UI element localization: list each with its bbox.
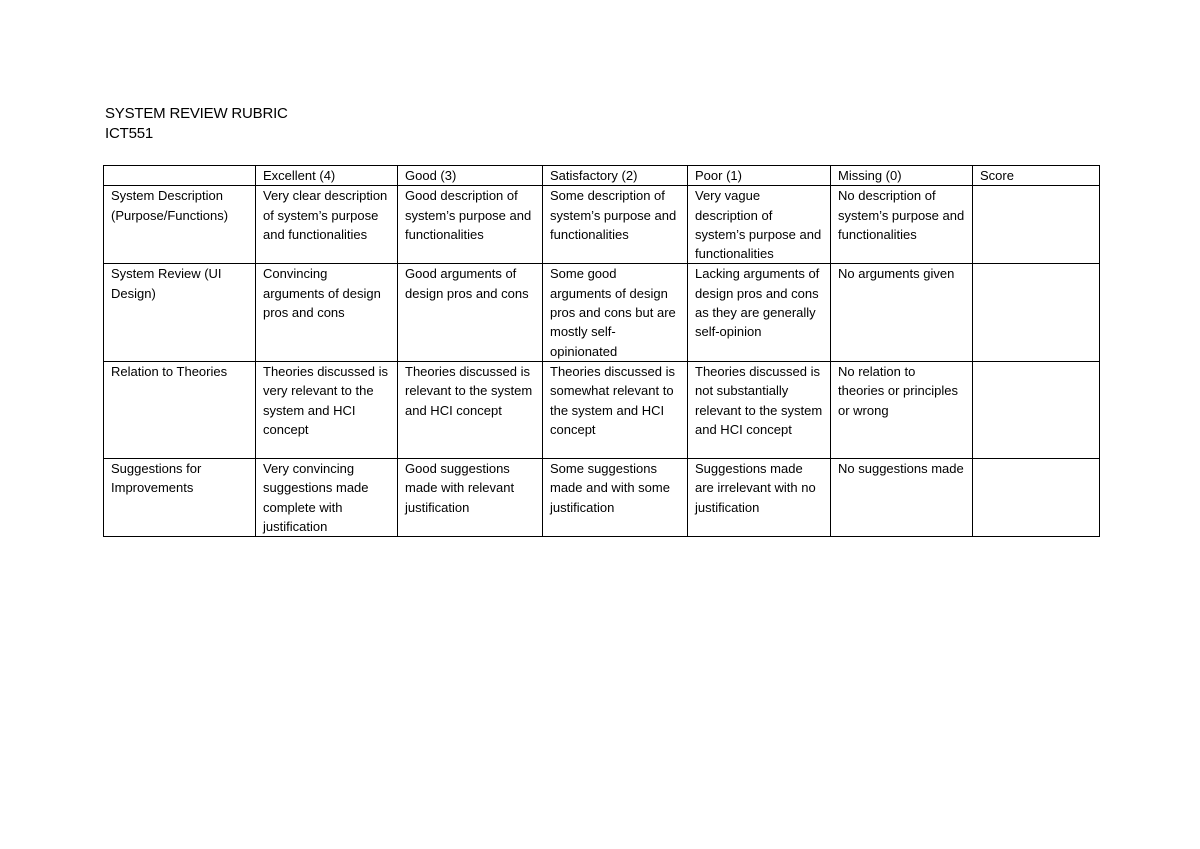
- good-cell: Good suggestions made with relevant justification: [398, 458, 543, 536]
- criterion-cell: System Review (UI Design): [104, 264, 256, 361]
- header-satisfactory: Satisfactory (2): [543, 166, 688, 186]
- header-missing: Missing (0): [831, 166, 973, 186]
- table-row: [104, 361, 1100, 458]
- header-good: Good (3): [398, 166, 543, 186]
- poor-cell: Suggestions made are irrelevant with no justification: [688, 458, 831, 536]
- poor-cell: Very vague description of system’s purpose and functionalities: [688, 186, 831, 264]
- header-criterion: [104, 166, 256, 186]
- criterion-cell: Suggestions for Improvements: [104, 458, 256, 536]
- criterion-cell: Relation to Theories: [104, 361, 256, 458]
- table-row: [104, 458, 1100, 536]
- excellent-cell: Theories discussed is very relevant to the system and HCI concept: [256, 361, 398, 458]
- criterion-cell: System Description (Purpose/Functions): [104, 186, 256, 264]
- satisfactory-cell: Some good arguments of design pros and cons but are mostly self-opinionated: [543, 264, 688, 361]
- satisfactory-cell: Theories discussed is somewhat relevant to the system and HCI concept: [543, 361, 688, 458]
- good-cell: Good description of system’s purpose and functionalities: [398, 186, 543, 264]
- good-cell: Theories discussed is relevant to the system and HCI concept: [398, 361, 543, 458]
- missing-cell: No relation to theories or principles or wrong: [831, 361, 973, 458]
- missing-cell: No arguments given: [831, 264, 973, 361]
- header-poor: Poor (1): [688, 166, 831, 186]
- excellent-cell: Very clear description of system’s purpose and functionalities: [256, 186, 398, 264]
- score-cell[interactable]: [973, 361, 1100, 458]
- poor-cell: Lacking arguments of design pros and cons as they are generally self-opinion: [688, 264, 831, 361]
- missing-cell: No description of system’s purpose and functionalities: [831, 186, 973, 264]
- header-score: Score: [973, 166, 1100, 186]
- missing-cell: No suggestions made: [831, 458, 973, 536]
- excellent-cell: Very convincing suggestions made complete with justification: [256, 458, 398, 536]
- excellent-cell: Convincing arguments of design pros and cons: [256, 264, 398, 361]
- score-cell[interactable]: [973, 186, 1100, 264]
- score-cell[interactable]: [973, 458, 1100, 536]
- header-excellent: Excellent (4): [256, 166, 398, 186]
- good-cell: Good arguments of design pros and cons: [398, 264, 543, 361]
- table-row: [104, 264, 1100, 361]
- course-code: ICT551: [105, 125, 153, 142]
- page-title: SYSTEM REVIEW RUBRIC: [105, 105, 288, 122]
- satisfactory-cell: Some description of system’s purpose and functionalities: [543, 186, 688, 264]
- table-row: [104, 186, 1100, 264]
- poor-cell: Theories discussed is not substantially relevant to the system and HCI concept: [688, 361, 831, 458]
- rubric-table: [103, 165, 1100, 537]
- score-cell[interactable]: [973, 264, 1100, 361]
- satisfactory-cell: Some suggestions made and with some justification: [543, 458, 688, 536]
- table-header-row: [104, 166, 1100, 186]
